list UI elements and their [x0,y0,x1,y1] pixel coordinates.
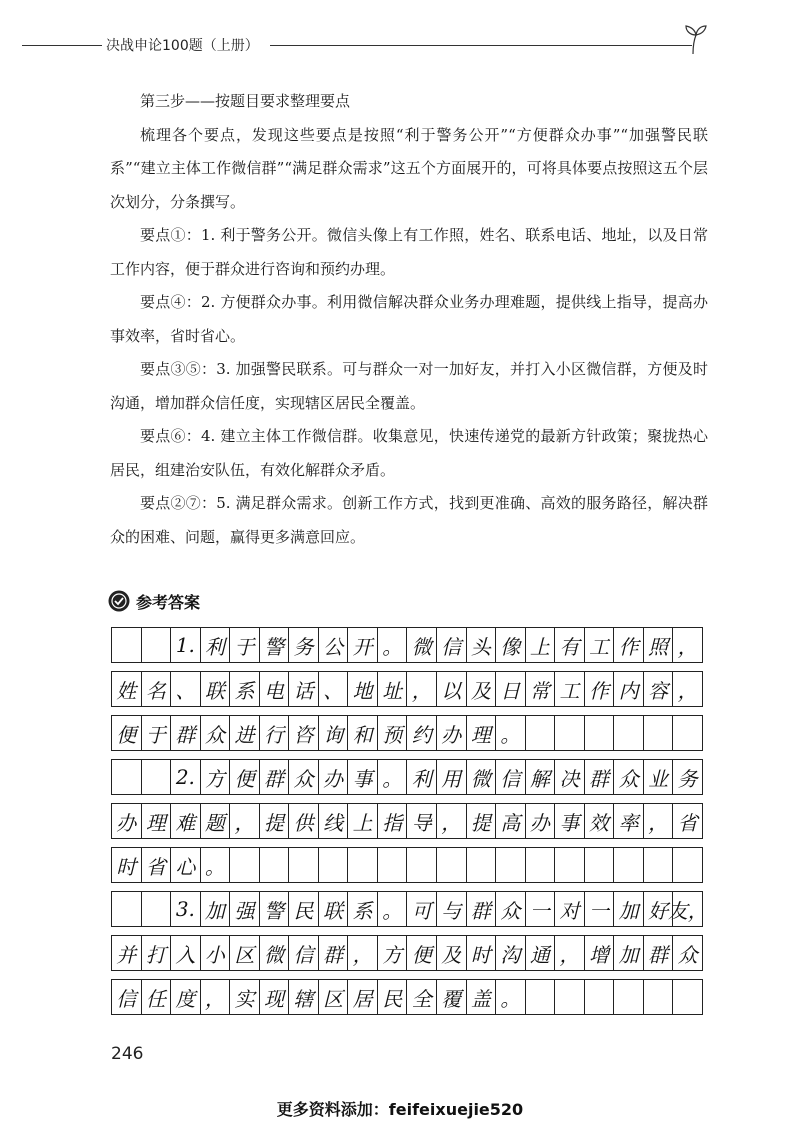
key-point: 要点④：2. 方便群众办事。利用微信解决群众业务办理难题，提供线上指导，提高办事效率，省时省心。 [110,293,708,345]
grid-cell: 供 [289,803,319,839]
grid-cell [614,847,644,883]
grid-cell: 头 [467,627,497,663]
grid-cell: 事 [555,803,585,839]
grid-cell: 民 [378,979,408,1015]
grid-cell: 2. [171,759,201,795]
grid-cell: 群 [260,759,290,795]
grid-cell: 。 [201,847,231,883]
grid-cell: 省 [673,803,703,839]
grid-cell: 于 [142,715,172,751]
grid-cell: 。 [378,891,408,927]
grid-cell [673,715,703,751]
grid-cell [142,759,172,795]
grid-cell: 对 [555,891,585,927]
grid-cell: 加 [614,935,644,971]
grid-cell: 工 [585,627,615,663]
step-heading: 第三步——按题目要求整理要点 [140,92,351,110]
grid-cell [260,847,290,883]
grid-cell [348,847,378,883]
grid-cell: 公 [319,627,349,663]
grid-cell: 办 [526,803,556,839]
grid-cell: 并 [112,935,142,971]
grid-cell: ， [644,803,674,839]
grid-cell: 理 [142,803,172,839]
grid-cell: 便 [230,759,260,795]
grid-cell: 址 [378,671,408,707]
grid-cell: 难 [171,803,201,839]
analysis-text [110,85,708,554]
grid-cell: 微 [467,759,497,795]
key-point: 要点⑥：4. 建立主体工作微信群。收集意见，快速传递党的最新方针政策；聚拢热心居民，组建治安队伍，有效化解群众矛盾。 [110,427,708,479]
grid-cell [112,627,142,663]
grid-cell: ， [673,671,703,707]
grid-cell: 、 [171,671,201,707]
grid-cell: 与 [437,891,467,927]
grid-cell: 用 [437,759,467,795]
grid-cell [378,847,408,883]
grid-row [111,935,703,971]
grid-cell: 务 [673,759,703,795]
running-header [0,30,800,60]
grid-cell: 强 [230,891,260,927]
grid-cell: 和 [348,715,378,751]
grid-cell: 1. [171,627,201,663]
intro-paragraph: 梳理各个要点，发现这些要点是按照“利于警务公开”“方便群众办事”“加强警民联系”“建立主体工作微信群”“满足群众需求”这五个方面展开的，可将具体要点按照这五个层次划分，分条撰写。 [110,125,708,211]
key-point: 要点①：1. 利于警务公开。微信头像上有工作照，姓名、联系电话、地址，以及日常工作内容，便于群众进行咨询和预约办理。 [110,226,708,278]
grid-cell [526,715,556,751]
grid-cell [673,979,703,1015]
grid-cell: 群 [319,935,349,971]
grid-cell: 及 [467,671,497,707]
grid-row [111,759,703,795]
grid-cell [673,847,703,883]
grid-cell [644,847,674,883]
grid-cell: 任 [142,979,172,1015]
grid-cell: 话 [289,671,319,707]
grid-cell [555,847,585,883]
grid-cell: 好 [644,891,674,927]
grid-cell: 业 [644,759,674,795]
grid-cell: 。 [496,979,526,1015]
grid-cell [644,979,674,1015]
header-rule-left [22,45,102,46]
grid-row [111,715,703,751]
grid-cell: 系 [348,891,378,927]
grid-cell: 群 [644,935,674,971]
grid-cell: 题 [201,803,231,839]
grid-cell: 信 [112,979,142,1015]
grid-cell [614,979,644,1015]
grid-cell: 率 [614,803,644,839]
grid-cell: 提 [260,803,290,839]
page-number: 246 [111,1044,144,1064]
grid-cell: 。 [378,759,408,795]
grid-cell: 微 [260,935,290,971]
grid-cell: 开 [348,627,378,663]
grid-cell: 导 [407,803,437,839]
grid-cell: 联 [201,671,231,707]
grid-cell: 理 [467,715,497,751]
grid-cell: 利 [407,759,437,795]
footer-note: 更多资料添加：feifeixuejie520 [276,1100,524,1119]
grid-cell: 信 [437,627,467,663]
grid-cell: 心 [171,847,201,883]
grid-cell: 电 [260,671,290,707]
grid-cell: 一 [526,891,556,927]
answer-heading-label: 参考答案 [136,592,201,612]
grid-cell: 进 [230,715,260,751]
grid-cell: 上 [526,627,556,663]
grid-cell: 众 [201,715,231,751]
grid-cell: 省 [142,847,172,883]
grid-cell: 提 [467,803,497,839]
grid-cell: 居 [348,979,378,1015]
key-point: 要点③⑤：3. 加强警民联系。可与群众一对一加好友，并打入小区微信群，方便及时沟通，增加群众信任度，实现辖区居民全覆盖。 [110,360,708,412]
grid-cell: 盖 [467,979,497,1015]
grid-cell: 可 [407,891,437,927]
grid-cell: 利 [201,627,231,663]
grid-cell: 沟 [496,935,526,971]
grid-cell: 信 [289,935,319,971]
grid-cell: 日 [496,671,526,707]
grid-cell [142,627,172,663]
grid-cell: 预 [378,715,408,751]
grid-cell: 办 [319,759,349,795]
grid-cell: ， [437,803,467,839]
grid-row [111,891,708,927]
grid-cell: 。 [378,627,408,663]
grid-cell: 照 [644,627,674,663]
grid-cell: 上 [348,803,378,839]
grid-cell: 群 [467,891,497,927]
grid-cell: 众 [673,935,703,971]
grid-cell: 作 [614,627,644,663]
grid-cell: ， [348,935,378,971]
grid-cell: 时 [112,847,142,883]
grid-cell: 解 [526,759,556,795]
grid-cell: 加 [614,891,644,927]
grid-cell: 群 [171,715,201,751]
grid-cell: 增 [585,935,615,971]
grid-cell: 于 [230,627,260,663]
grid-cell: 实 [230,979,260,1015]
grid-cell: 度 [171,979,201,1015]
grid-cell: ， [407,671,437,707]
grid-cell: 姓 [112,671,142,707]
grid-cell [555,715,585,751]
grid-cell [437,847,467,883]
grid-cell [142,891,172,927]
grid-cell: 覆 [437,979,467,1015]
grid-cell: 区 [230,935,260,971]
grid-cell: ， [555,935,585,971]
grid-cell: 入 [171,935,201,971]
grid-cell: 全 [407,979,437,1015]
grid-cell: ， [673,627,703,663]
grid-cell: 名 [142,671,172,707]
grid-cell: 众 [496,891,526,927]
grid-cell: ， [230,803,260,839]
grid-cell [644,715,674,751]
grid-cell: 小 [201,935,231,971]
grid-cell: 。 [496,715,526,751]
grid-cell: 通 [526,935,556,971]
grid-cell [496,847,526,883]
grid-cell: 内 [614,671,644,707]
grid-cell: 地 [348,671,378,707]
grid-cell: 工 [555,671,585,707]
grid-cell: 容 [644,671,674,707]
grid-cell: 高 [496,803,526,839]
header-rule-right [270,45,692,46]
grid-cell: 区 [319,979,349,1015]
grid-cell [614,715,644,751]
grid-cell: 辖 [289,979,319,1015]
grid-cell: 指 [378,803,408,839]
grid-cell: 行 [260,715,290,751]
grid-cell: 办 [437,715,467,751]
grid-cell: 及 [437,935,467,971]
grid-cell: 常 [526,671,556,707]
grid-cell: 时 [467,935,497,971]
grid-cell: 加 [201,891,231,927]
grid-cell: 便 [112,715,142,751]
grid-cell: 打 [142,935,172,971]
grid-cell: 系 [230,671,260,707]
grid-cell: 线 [319,803,349,839]
grid-cell [289,847,319,883]
grid-cell: 事 [348,759,378,795]
grid-cell: 务 [289,627,319,663]
grid-cell: 警 [260,627,290,663]
grid-cell: 作 [585,671,615,707]
grid-cell: 询 [319,715,349,751]
grid-cell: 便 [407,935,437,971]
grid-cell [230,847,260,883]
grid-cell: 众 [614,759,644,795]
grid-cell: 民 [289,891,319,927]
grid-cell: ， [201,979,231,1015]
grid-cell: 决 [555,759,585,795]
grid-cell [526,847,556,883]
grid-row [111,671,703,707]
grid-cell [555,979,585,1015]
grid-cell: 3. [171,891,201,927]
grid-cell: 方 [201,759,231,795]
grid-cell: 有 [555,627,585,663]
grid-cell [467,847,497,883]
grid-cell: 信 [496,759,526,795]
sprout-icon [683,24,709,54]
grid-cell [585,715,615,751]
grid-cell [526,979,556,1015]
grid-cell: 以 [437,671,467,707]
reference-answer-heading [108,588,200,614]
grid-cell: 联 [319,891,349,927]
grid-cell: 效 [585,803,615,839]
grid-cell [112,891,142,927]
book-title: 决战申论100题（上册） [106,38,259,54]
grid-cell [407,847,437,883]
grid-cell: 众 [289,759,319,795]
grid-cell [585,847,615,883]
grid-cell: 办 [112,803,142,839]
grid-cell: 咨 [289,715,319,751]
grid-cell: 像 [496,627,526,663]
grid-cell: 一 [585,891,615,927]
grid-cell [319,847,349,883]
key-point: 要点②⑦：5. 满足群众需求。创新工作方式，找到更准确、高效的服务路径，解决群众的困难、问题，赢得更多满意回应。 [110,494,708,546]
grid-cell [585,979,615,1015]
grid-cell: 、 [319,671,349,707]
grid-row [111,803,703,839]
grid-cell: 方 [378,935,408,971]
grid-row [111,627,703,663]
grid-cell: 群 [585,759,615,795]
grid-cell: 微 [407,627,437,663]
grid-cell: 友， [673,891,703,927]
grid-cell: 约 [407,715,437,751]
grid-row [111,979,703,1015]
grid-cell: 现 [260,979,290,1015]
answer-grid-paper [111,627,708,1023]
grid-cell [112,759,142,795]
grid-cell: 警 [260,891,290,927]
answer-badge-icon [108,590,130,612]
grid-row [111,847,703,883]
